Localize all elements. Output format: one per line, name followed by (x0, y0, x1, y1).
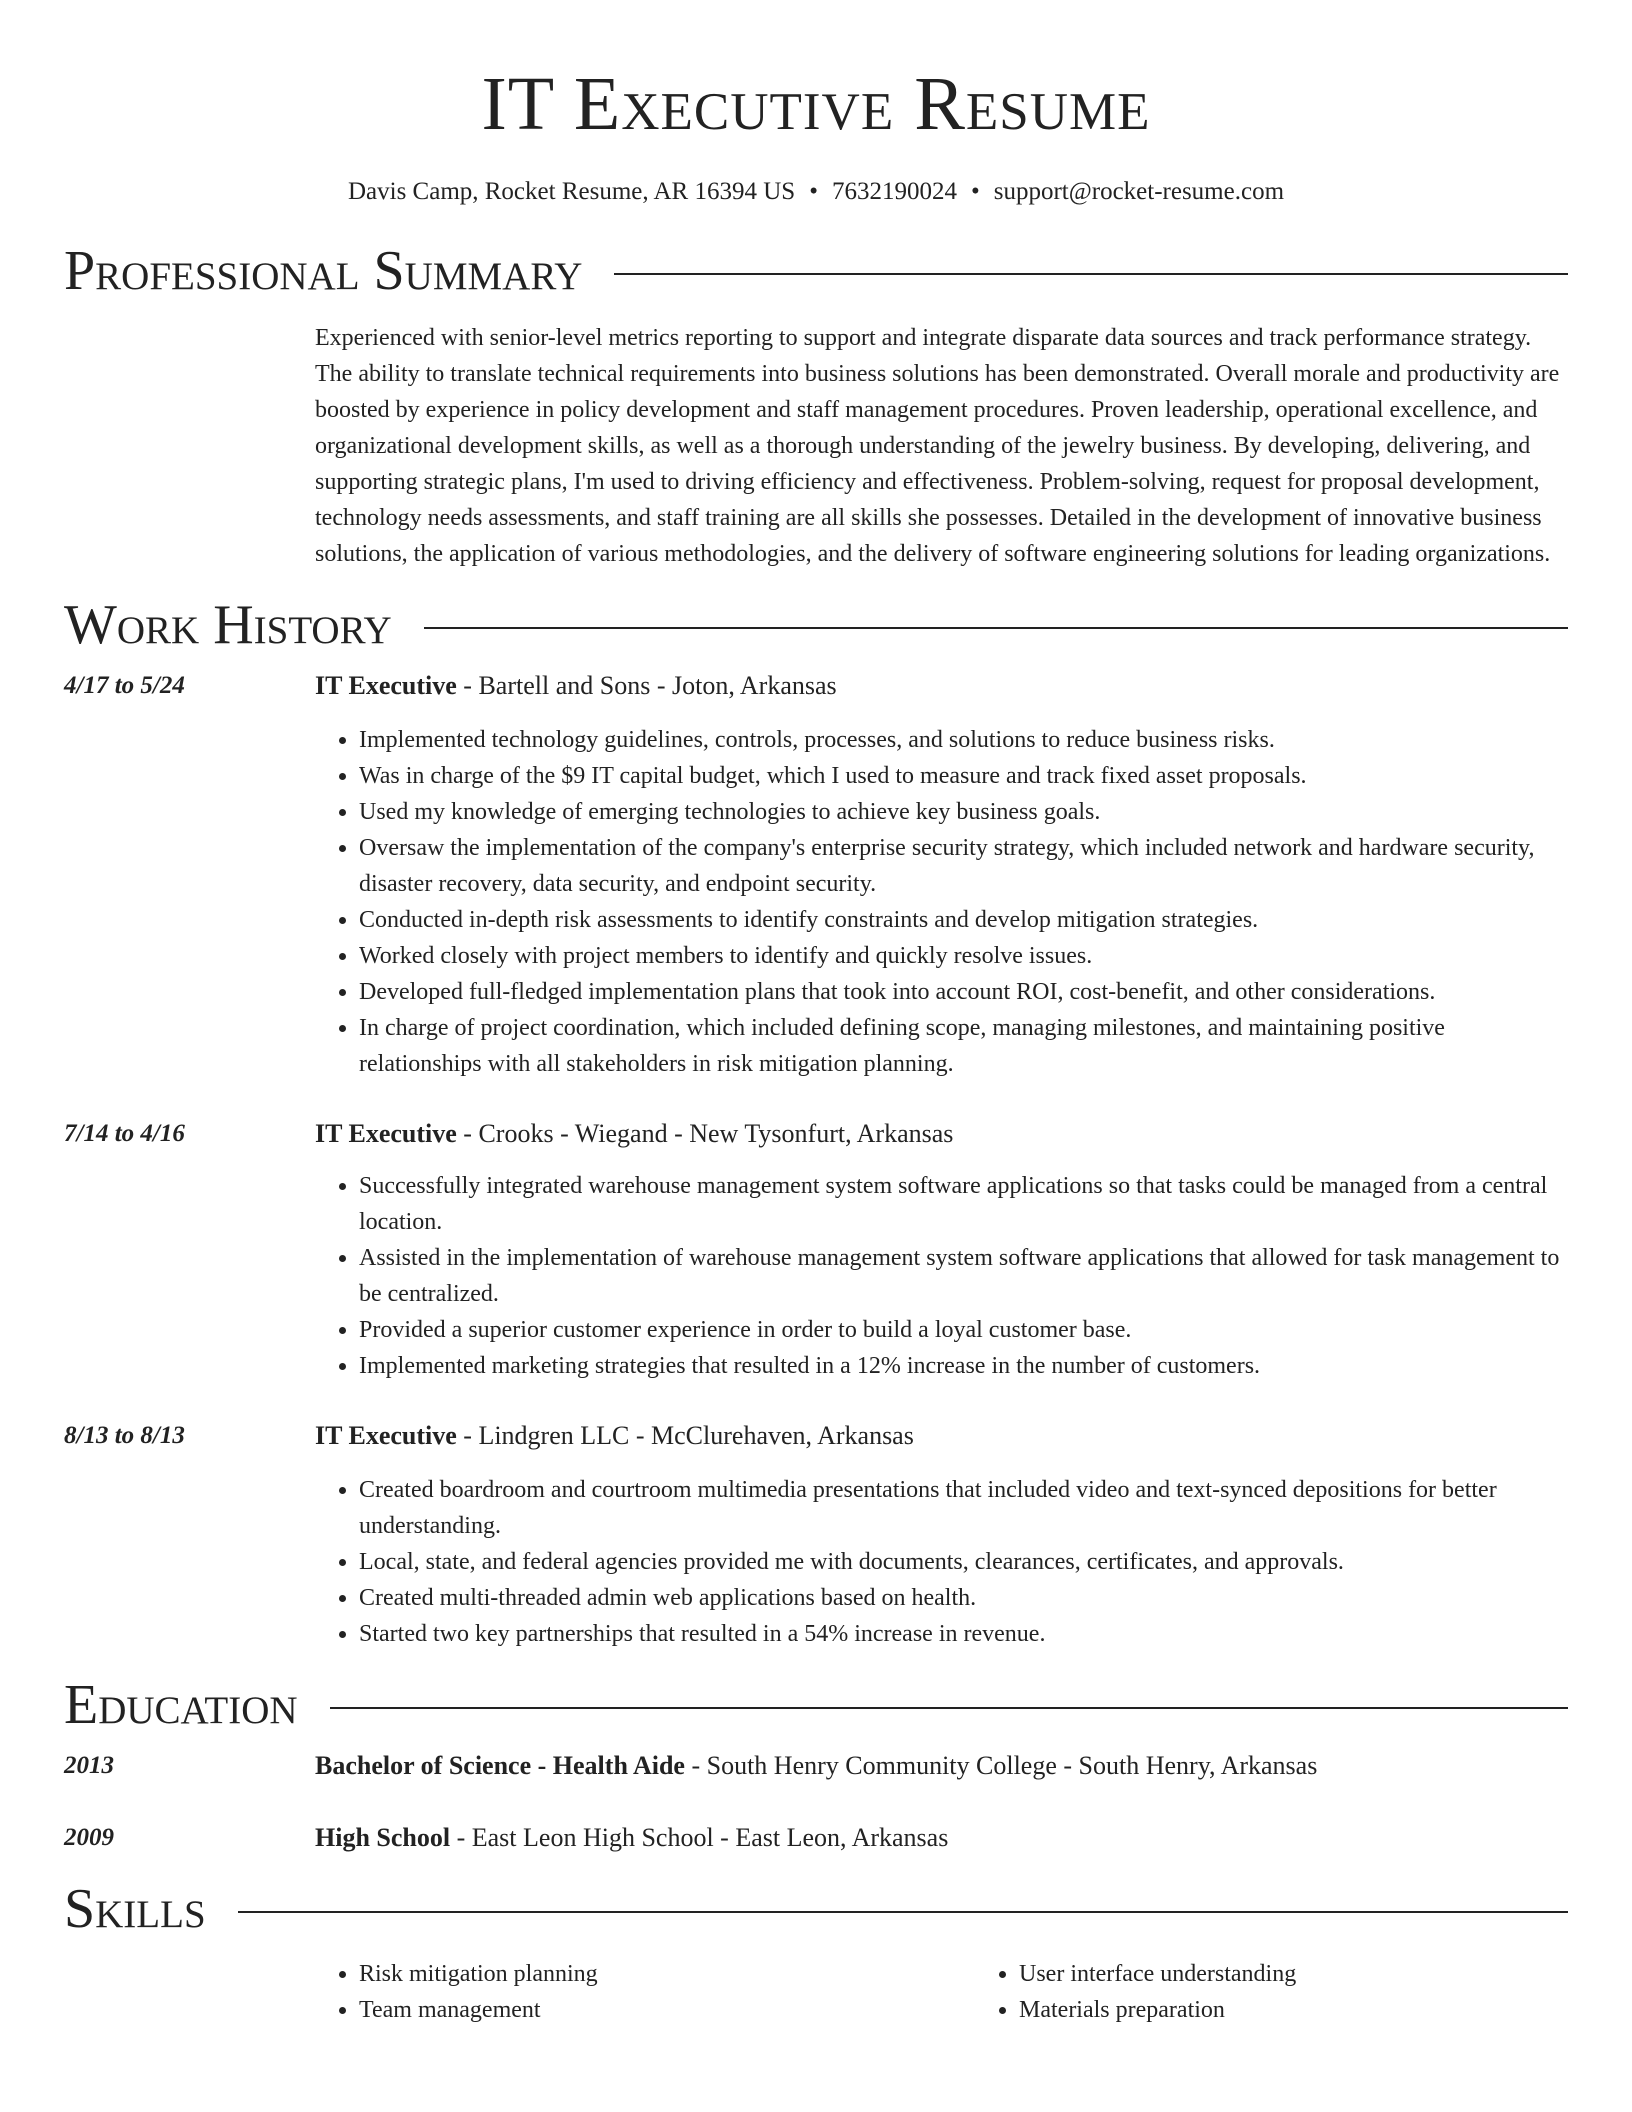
education-body (315, 1748, 1568, 1784)
skills-column-1 (315, 1956, 975, 2028)
job-bullet: • Used my knowledge of emerging technologies to achieve key business goals. (359, 794, 1568, 830)
job-entry (64, 1116, 1568, 1384)
section-divider (238, 1911, 1568, 1913)
skill-item: • Risk mitigation planning (359, 1956, 975, 1992)
job-bullet: • Implemented marketing strategies that resulted in a 12% increase in the number of customers. (359, 1348, 1568, 1384)
summary-text: Experienced with senior-level metrics reporting to support and integrate disparate data sources and track performance strategy. The ability to translate technical requirements into business solutions has been demonstrated. Overall morale and productivity are boosted by experience in policy development and staff management procedures. Proven leadership, operational excellence, and organizational development skills, as well as a thorough understanding of the jewelry business. By developing, delivering, and supporting strategic plans, I'm used to driving efficiency and effectiveness. Problem-solving, request for proposal development, technology needs assessments, and staff training are all skills she possesses. Detailed in the development of innovative business solutions, the application of various methodologies, and the delivery of software engineering solutions for leading organizations. (315, 325, 1560, 567)
job-bullet: • Created multi-threaded admin web applications based on health. (359, 1580, 1568, 1616)
job-heading (315, 1116, 1568, 1152)
contact-phone: 7632190024 (831, 178, 957, 205)
skills-heading: Skills (64, 1878, 206, 1940)
job-bullet: • Was in charge of the $9 IT capital budget, which I used to measure and track fixed asset proposals. (359, 758, 1568, 794)
section-divider (424, 627, 1568, 629)
job-bullet: • Worked closely with project members to identify and quickly resolve issues. (359, 938, 1568, 974)
job-bullet: • Assisted in the implementation of warehouse management system software applications that allowed for task management to be centralized. (359, 1240, 1568, 1312)
job-dates: 8/13 to 8/13 (64, 1422, 185, 1449)
job-bullets (315, 1168, 1568, 1384)
job-bullet: • Created boardroom and courtroom multimedia presentations that included video and text-synced depositions for better understanding. (359, 1472, 1568, 1544)
job-dates: 7/14 to 4/16 (64, 1120, 185, 1147)
contact-separator: • (970, 178, 980, 205)
education-degree: Bachelor of Science - Health Aide (315, 1751, 685, 1780)
job-bullet: • Provided a superior customer experience in order to build a loyal customer base. (359, 1312, 1568, 1348)
skill-item: • Team management (359, 1992, 975, 2028)
section-divider (614, 273, 1568, 275)
job-bullet: • Local, state, and federal agencies provided me with documents, clearances, certificates, and approvals. (359, 1544, 1568, 1580)
job-bullet: • Developed full-fledged implementation plans that took into account ROI, cost-benefit, and other considerations. (359, 974, 1568, 1010)
education-degree: High School (315, 1823, 451, 1852)
job-title: IT Executive (315, 1421, 457, 1450)
skill-item: • Materials preparation (1019, 1992, 1632, 2028)
job-body (315, 1418, 1568, 1652)
job-entry (64, 668, 1568, 1082)
education-entry (64, 1748, 1568, 1784)
education-section-header (64, 1670, 1568, 1740)
education-school: - South Henry Community College - South Henry, Arkansas (684, 1751, 1318, 1780)
summary-heading: Professional Summary (64, 240, 583, 302)
education-entry (64, 1820, 1568, 1856)
job-company: - Lindgren LLC - McClurehaven, Arkansas (456, 1421, 914, 1450)
section-divider (330, 1707, 1568, 1709)
job-bullet: • Started two key partnerships that resulted in a 54% increase in revenue. (359, 1616, 1568, 1652)
skills-list (315, 1956, 1568, 2028)
education-heading: Education (64, 1674, 298, 1736)
job-title: IT Executive (315, 671, 457, 700)
job-company: - Bartell and Sons - Joton, Arkansas (456, 671, 837, 700)
job-bullets (315, 1472, 1568, 1652)
contact-address: Davis Camp, Rocket Resume, AR 16394 US (347, 178, 796, 205)
skills-column-2 (975, 1956, 1632, 2028)
job-title: IT Executive (315, 1119, 457, 1148)
contact-line (64, 174, 1568, 210)
job-heading (315, 1418, 1568, 1454)
job-body (315, 1116, 1568, 1384)
job-bullet: • Conducted in-depth risk assessments to identify constraints and develop mitigation strategies. (359, 902, 1568, 938)
work-heading: Work History (64, 594, 392, 656)
job-entry (64, 1418, 1568, 1652)
work-section-header (64, 590, 1568, 660)
resume-title: IT Executive Resume (481, 62, 1151, 146)
job-dates: 4/17 to 5/24 (64, 672, 185, 699)
job-body (315, 668, 1568, 1082)
education-year: 2009 (64, 1824, 114, 1851)
job-bullet: • Implemented technology guidelines, controls, processes, and solutions to reduce business risks. (359, 722, 1568, 758)
skill-item: • User interface understanding (1019, 1956, 1632, 1992)
education-school: - East Leon High School - East Leon, Arkansas (450, 1823, 949, 1852)
contact-separator: • (809, 178, 818, 205)
job-heading (315, 668, 1568, 704)
education-year: 2013 (64, 1752, 114, 1779)
education-body (315, 1820, 1568, 1856)
summary-section-header (64, 236, 1568, 306)
contact-email: support@rocket-resume.com (993, 178, 1285, 205)
job-bullets (315, 722, 1568, 1082)
job-bullet: • Successfully integrated warehouse management system software applications so that tasks could be managed from a central location. (359, 1168, 1568, 1240)
skills-section-header (64, 1874, 1568, 1944)
job-bullet: • Oversaw the implementation of the company's enterprise security strategy, which included network and hardware security, disaster recovery, data security, and endpoint security. (359, 830, 1568, 902)
job-company: - Crooks - Wiegand - New Tysonfurt, Arkansas (456, 1119, 954, 1148)
job-bullet: • In charge of project coordination, which included defining scope, managing milestones, and maintaining positive relationships with all stakeholders in risk mitigation planning. (359, 1010, 1568, 1082)
